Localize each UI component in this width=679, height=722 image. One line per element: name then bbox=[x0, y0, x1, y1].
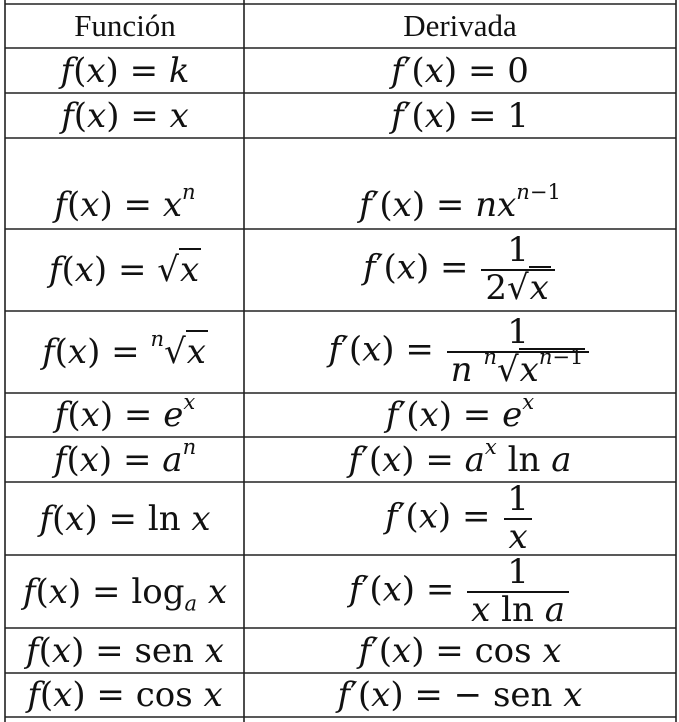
header-derivative-label: Derivada bbox=[403, 8, 517, 43]
formula: $f'(x) = nx^{n-1}$ bbox=[359, 179, 561, 225]
formula: f′(x) = $\frac{1}{\text{x ln a}}$ bbox=[349, 555, 571, 628]
function-cell-identity bbox=[6, 93, 244, 138]
derivative-cell-cosine bbox=[245, 673, 675, 717]
function-cell-log-a bbox=[6, 555, 244, 628]
formula: $f(x) = x^n$ bbox=[54, 179, 196, 225]
function-cell-sqrt bbox=[6, 229, 244, 311]
formula: f(x) = $^n$√x bbox=[42, 326, 206, 372]
derivative-cell-sine bbox=[245, 628, 675, 673]
formula: f(x) = sen x bbox=[26, 630, 224, 671]
derivative-cell-identity bbox=[245, 93, 675, 138]
derivative-cell-ln bbox=[245, 478, 675, 557]
header-derivative bbox=[245, 4, 675, 48]
derivative-cell-exp-e bbox=[245, 389, 675, 437]
formula: f(x) = cos x bbox=[27, 675, 223, 715]
function-cell-constant bbox=[6, 48, 244, 93]
function-cell-power bbox=[6, 138, 244, 229]
function-cell-nth-root bbox=[6, 311, 244, 393]
derivative-cell-log-a bbox=[245, 551, 675, 630]
formula: f(x) = k bbox=[60, 50, 190, 91]
formula: f′(x) = cos x bbox=[358, 630, 562, 671]
fraction: $\frac{1}{\text{x ln a}}$ bbox=[467, 555, 569, 628]
formula: $f(x) = a^n$ bbox=[53, 433, 197, 480]
formula: $f(x) = e^x$ bbox=[54, 389, 196, 435]
formula: f′(x) = 0 bbox=[391, 50, 529, 91]
function-cell-exp-a bbox=[6, 433, 244, 482]
derivative-cell-nth-root bbox=[245, 311, 675, 393]
header-function bbox=[6, 4, 244, 48]
formula: f(x) = √x bbox=[48, 250, 200, 290]
function-cell-cosine bbox=[6, 673, 244, 717]
formula: $f'(x) = e^x$ bbox=[385, 389, 535, 435]
derivative-cell-exp-a bbox=[245, 433, 675, 482]
header-function-label: Función bbox=[74, 8, 176, 43]
formula: f′(x) = 1 bbox=[391, 95, 529, 136]
formula: f′(x) = − sen x bbox=[337, 675, 583, 715]
function-cell-ln bbox=[6, 482, 244, 555]
formula: f(x) = x bbox=[61, 95, 189, 136]
formula: f′(x) = $\frac{1}{2√x}$ bbox=[363, 233, 557, 306]
formula: f(x) = ln x bbox=[39, 498, 211, 539]
derivative-cell-constant bbox=[245, 48, 675, 93]
derivative-cell-sqrt bbox=[245, 229, 675, 311]
formula: $f'(x) = a^x$ ln a bbox=[348, 433, 572, 480]
fraction: $\frac{1}{n ^n√x^{n-1}}$ bbox=[447, 315, 590, 388]
formula: $f(x) = \log_a x$ bbox=[22, 571, 228, 615]
derivative-cell-power bbox=[245, 138, 675, 229]
function-cell-exp-e bbox=[6, 389, 244, 437]
formula: f′(x) = $\frac{1}{n ^n√x^{n-1}}$ bbox=[329, 315, 592, 388]
formula: f′(x) = $\frac{1}{x}$ bbox=[385, 482, 535, 555]
fraction: $\frac{1}{x}$ bbox=[503, 482, 533, 555]
function-cell-sine bbox=[6, 628, 244, 673]
fraction: $\frac{1}{2√x}$ bbox=[481, 233, 555, 306]
